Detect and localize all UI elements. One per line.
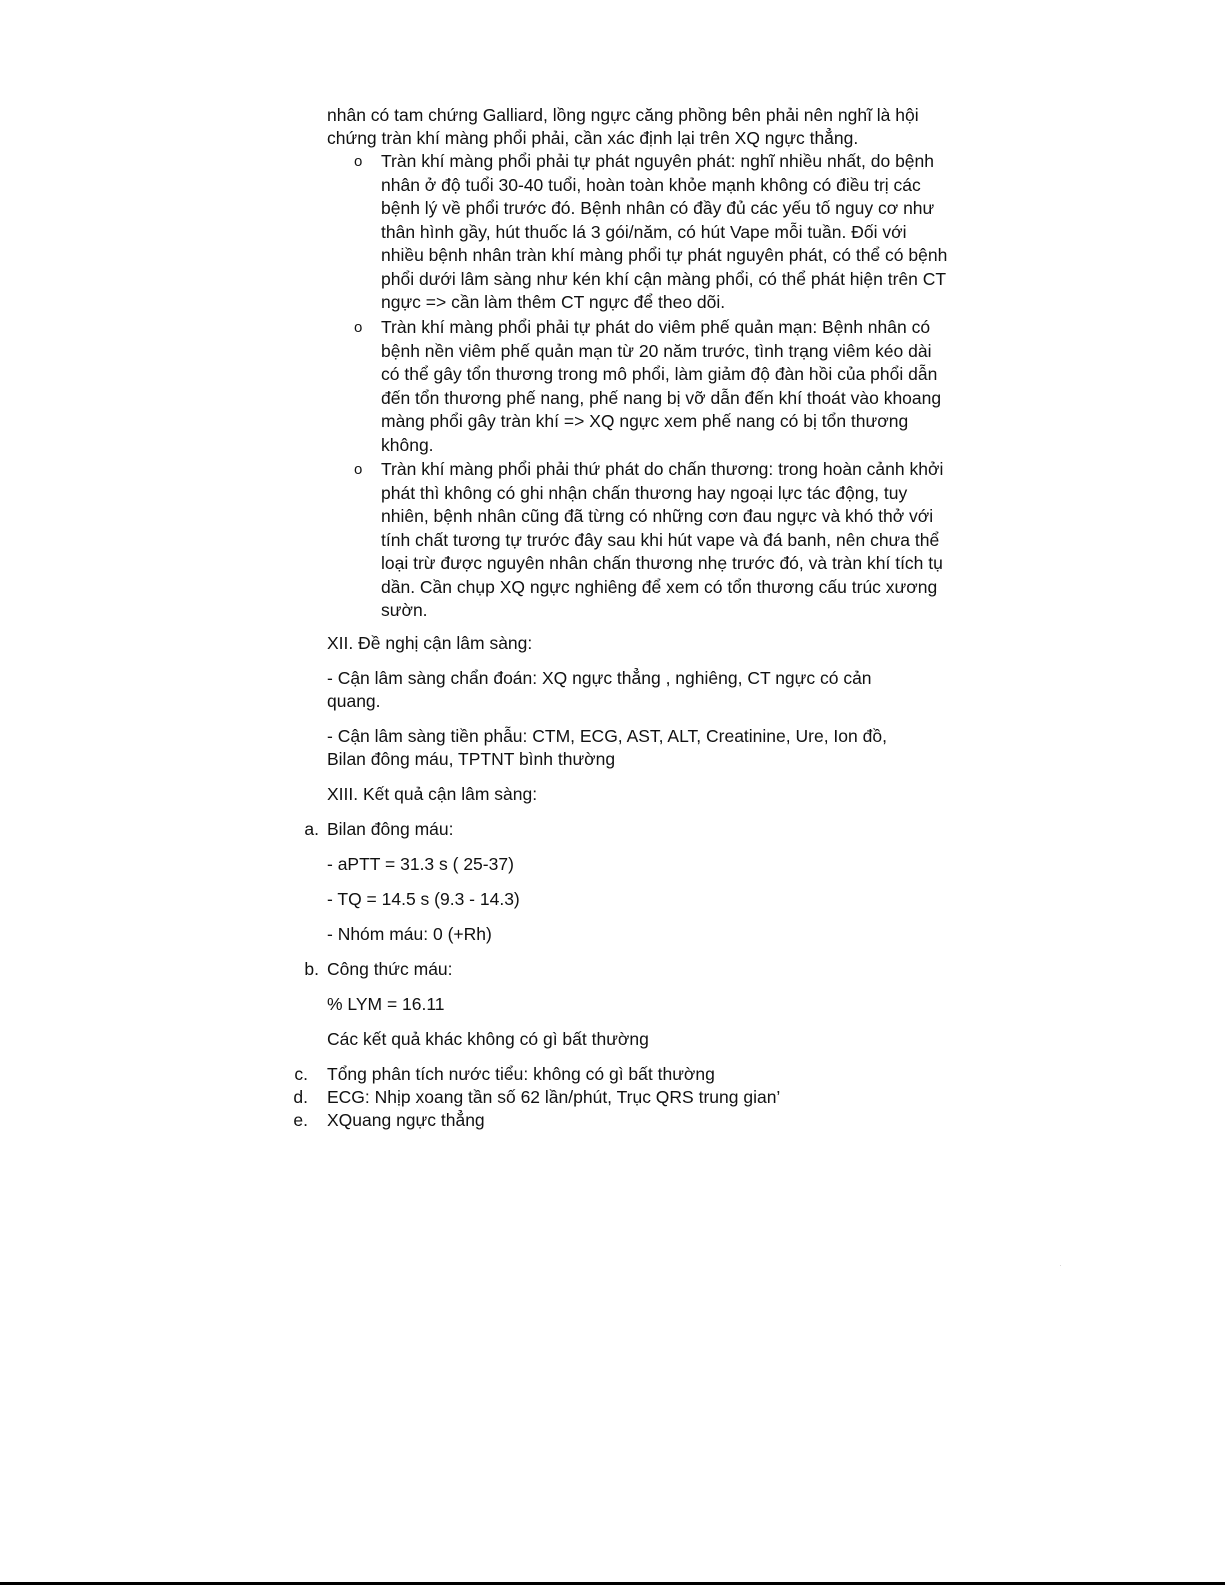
blood-count-title: Công thức máu: [327, 959, 453, 979]
list-marker-e: e. [293, 1110, 308, 1130]
bullet-item-trauma [354, 458, 954, 623]
section-12-heading: XII. Đề nghị cận lâm sàng: [327, 633, 533, 653]
bullet-circle-icon: o [354, 461, 363, 478]
bullet-item-primary-pneumothorax [354, 150, 954, 315]
aptt-result: - aPTT = 31.3 s ( 25-37) [327, 854, 514, 874]
other-results: Các kết quả khác không có gì bất thường [327, 1029, 649, 1049]
intro-paragraph: nhân có tam chứng Galliard, lồng ngực căng phồng bên phải nên nghĩ là hội chứng tràn khí màng phổi phải, cần xác định lại trên XQ ngực thẳng. [327, 105, 919, 148]
list-marker-a: a. [304, 819, 319, 839]
tq-result: - TQ = 14.5 s (9.3 - 14.3) [327, 889, 520, 909]
bullet-circle-icon: o [354, 319, 363, 336]
scan-speck [1060, 1265, 1061, 1266]
list-marker-c: c. [294, 1064, 308, 1084]
ecg-result: ECG: Nhịp xoang tần số 62 lần/phút, Trục QRS trung gian’ [327, 1087, 781, 1107]
bullet-circle-icon: o [354, 153, 363, 170]
list-marker-d: d. [293, 1087, 308, 1107]
xray-item: XQuang ngực thẳng [327, 1110, 485, 1130]
bullet-item-chronic-bronchitis [354, 316, 954, 457]
bullet-text: Tràn khí màng phổi phải tự phát do viêm phế quản mạn: Bệnh nhân có bệnh nền viêm phế quản mạn từ 20 năm trước, tình trạng viêm kéo dài có thể gây tổn thương trong mô phổi, làm giảm độ đàn hồi của phổi dẫn đến tổn thương phế nang, phế nang bị vỡ dẫn đến khí thoát vào khoang màng phổi gây tràn khí => XQ ngực xem phế nang có bị tổn thương không. [381, 317, 942, 455]
section-13-heading: XIII. Kết quả cận lâm sàng: [327, 784, 538, 804]
bullet-text: Tràn khí màng phổi phải tự phát nguyên phát: nghĩ nhiều nhất, do bệnh nhân ở độ tuổi 30-40 tuổi, hoàn toàn khỏe mạnh không có điều trị các bệnh lý về phổi trước đó. Bệnh nhân có đầy đủ các yếu tố nguy cơ như thân hình gầy, hút thuốc lá 3 gói/năm, có hút Vape mỗi tuần. Đối với nhiều bệnh nhân tràn khí màng phổi tự phát nguyên phát, có thể có bệnh phổi dưới lâm sàng như kén khí cận màng phổi, có thể phát hiện trên CT ngực => cần làm thêm CT ngực để theo dõi. [381, 151, 948, 312]
lym-result: % LYM = 16.11 [327, 994, 445, 1014]
list-marker-b: b. [304, 959, 319, 979]
bullet-text: Tràn khí màng phổi phải thứ phát do chấn thương: trong hoàn cảnh khởi phát thì không có ghi nhận chấn thương hay ngoại lực tác động, tuy nhiên, bệnh nhân cũng đã từng có những cơn đau ngực và khó thở với tính chất tương tự trước đây sau khi hút vape và đá banh, nên chưa thể loại trừ được nguyên nhân chấn thương nhẹ trước đó, và tràn khí tích tụ dần. Cần chụp XQ ngực nghiêng để xem có tổn thương cấu trúc xương sườn. [381, 459, 944, 620]
urinalysis-result: Tổng phân tích nước tiểu: không có gì bất thường [327, 1064, 715, 1084]
coagulation-title: Bilan đông máu: [327, 819, 454, 839]
blood-group-result: - Nhóm máu: 0 (+Rh) [327, 924, 492, 944]
preop-tests: - Cận lâm sàng tiền phẫu: CTM, ECG, AST, ALT, Creatinine, Ure, Ion đồ, Bilan đông máu, TPTNT bình thường [327, 726, 887, 769]
diagnostic-tests: - Cận lâm sàng chẩn đoán: XQ ngực thẳng , nghiêng, CT ngực có cản quang. [327, 668, 872, 711]
